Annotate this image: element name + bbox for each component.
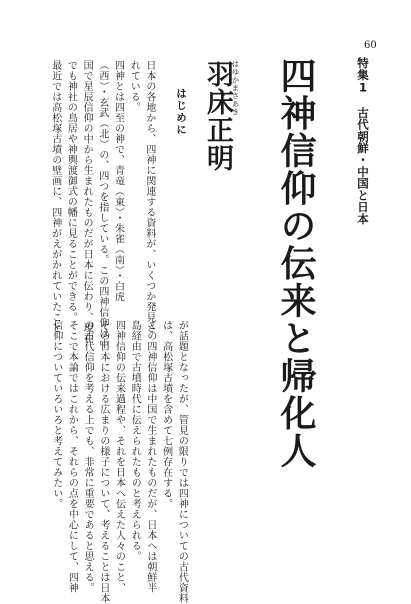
body-line: 四神とは四至の神で、青竜（東）・朱雀（南）・白虎 [112, 60, 124, 302]
body-line: 日本の各地から、四神に関連する資料が、いくつか発見さ [143, 60, 155, 333]
body-line: 島経由で古墳時代に伝えられたものと考えられる。 [129, 320, 141, 562]
body-line: 最近では高松塚古墳の壁画に、四神がえがかれていたこと [49, 60, 61, 333]
body-line: れている。 [128, 60, 140, 113]
body-line: 国で星辰信仰の中から生まれたものだが日本に伝わり、現在 [81, 60, 93, 344]
article-title: 四神信仰の伝来と帰化人 [275, 57, 317, 470]
series-label: 特集1 古代朝鮮・中国と日本 [356, 57, 370, 225]
body-line: そこで本論ではこれから、それらの点を中心にして、四神 [66, 320, 78, 593]
body-line: （西）・玄武（北）の、四つを指している。この四神信仰は中 [96, 60, 108, 349]
body-line: の古代信仰を考える上でも、非常に重要であると思える。 [82, 320, 94, 593]
page-number: 60 [364, 40, 377, 51]
body-text-upper [47, 60, 157, 349]
author-name: 羽床正明 [202, 60, 233, 172]
author-ruby: はゆかまさあき [231, 60, 240, 116]
body-line: は、高松塚古墳を含めて七例存在する。 [160, 320, 172, 509]
body-text-lower [48, 320, 189, 604]
body-line: が話題となったが、管見の限りでは四神についての古代資料 [176, 320, 188, 604]
body-line: 信仰についていろいろと考えてみたい。 [50, 320, 62, 509]
body-line: 四神信仰の伝来過程や、それを日本へ伝えた人々のこと、 [113, 320, 125, 593]
body-line: でも神社の鳥居や神輿渡御式の幡に見ることができる。 [65, 60, 77, 323]
section-heading: はじめに [175, 88, 187, 136]
author-block [198, 60, 244, 172]
body-line: その日本における広まりの様子について、考えることは日本 [97, 320, 109, 604]
body-line: この四神信仰は中国で生まれたものだが、日本へは朝鮮半 [144, 320, 156, 593]
